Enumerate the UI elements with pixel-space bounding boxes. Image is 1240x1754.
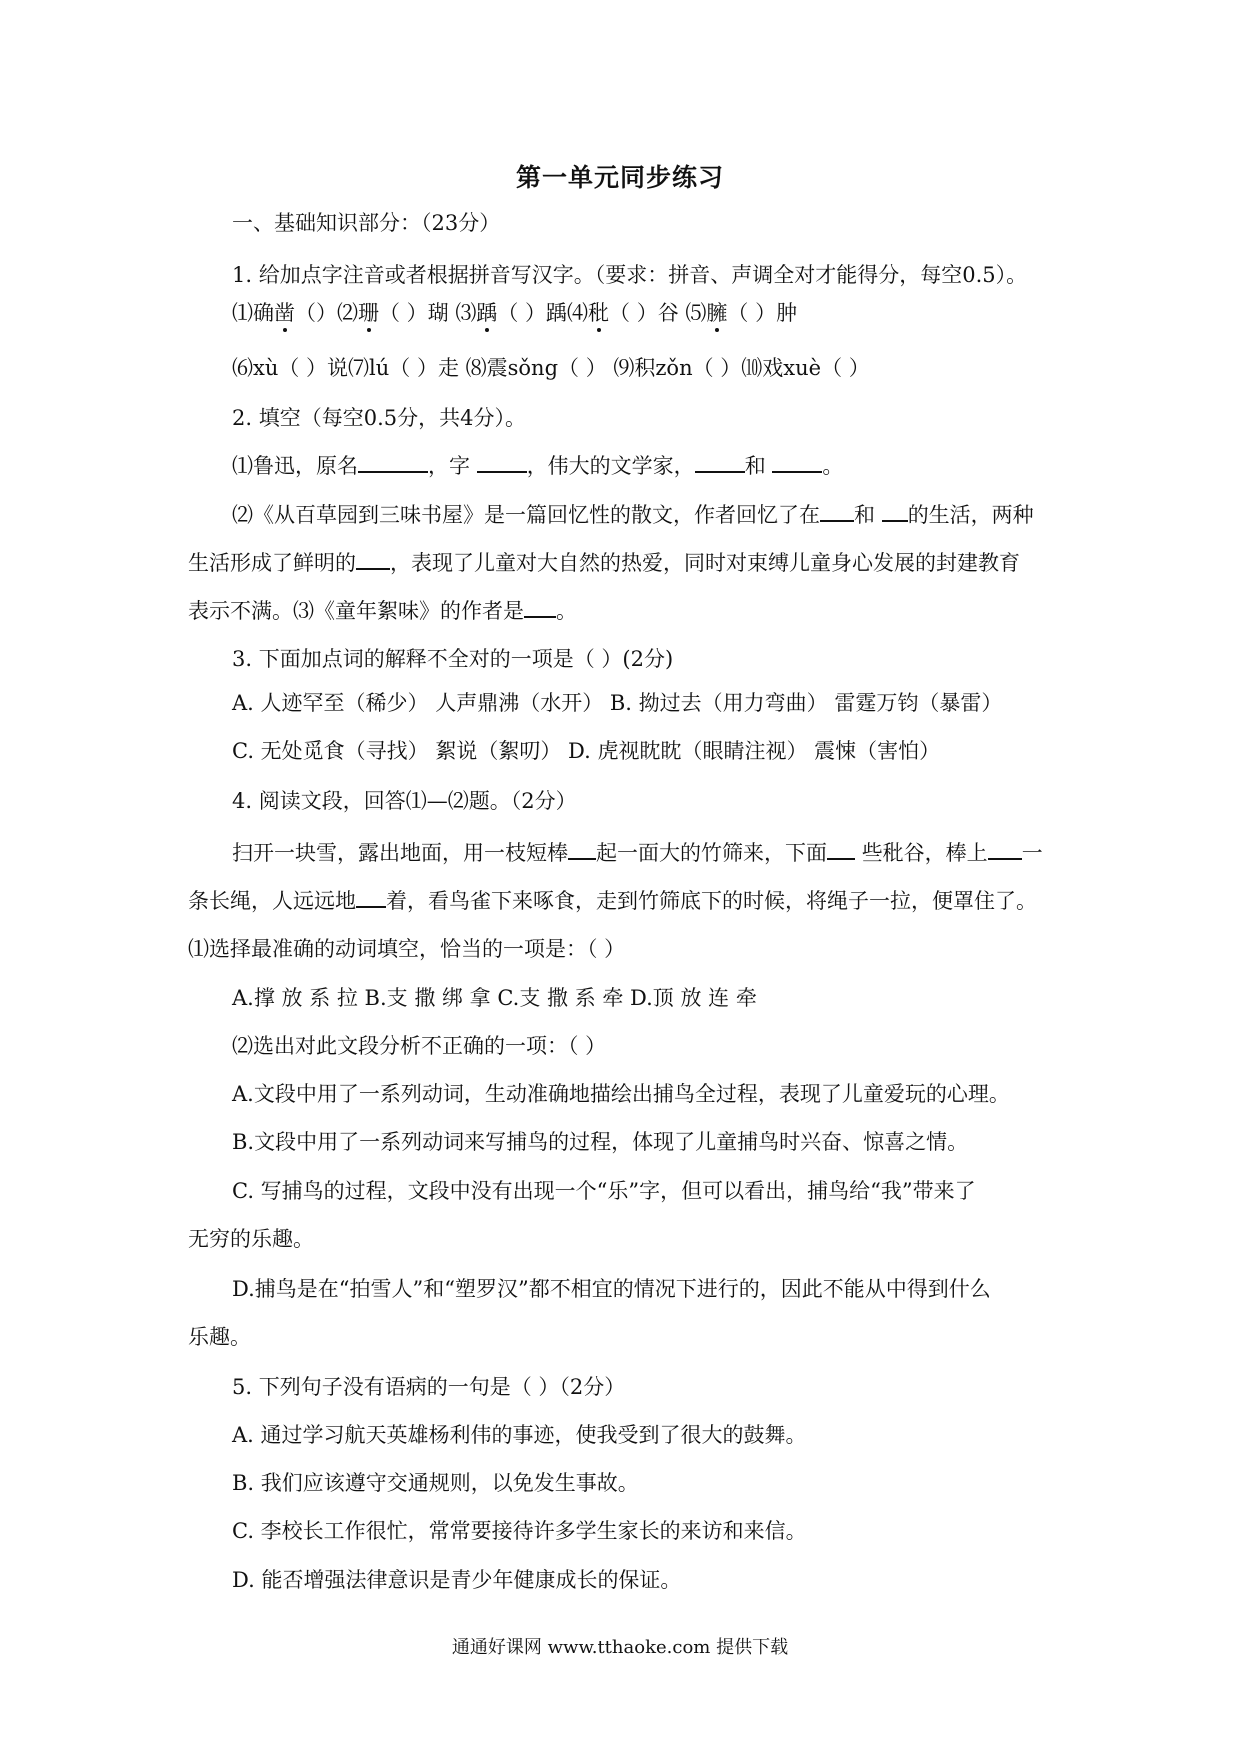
- question-3-options-cd: C. 无处觅食（寻找） 絮说（絮叨） D. 虎视眈眈（眼睛注视） 震悚（害怕）: [232, 739, 941, 763]
- page-title: 第一单元同步练习: [515, 163, 724, 192]
- option-a: A.文段中用了一系列动词，生动准确地描绘出捕鸟全过程，表现了儿童爱玩的心理。: [232, 1082, 1010, 1106]
- blank: [827, 840, 855, 860]
- option-d-line-2: 乐趣。: [188, 1325, 251, 1349]
- blank: [568, 840, 596, 860]
- blank: [820, 502, 854, 522]
- option-d-line-1: D.捕鸟是在“拍雪人”和“塑罗汉”都不相宜的情况下进行的，因此不能从中得到什么: [232, 1277, 991, 1301]
- blank: [358, 453, 428, 473]
- question-1-row-1: ⑴确凿（）⑵珊（ ）瑚 ⑶踽（ ）踽⑷秕（ ）谷 ⑸臃（ ）肿: [232, 301, 798, 325]
- question-4-sub-2: ⑵选出对此文段分析不正确的一项：（ ）: [232, 1034, 607, 1058]
- blank: [524, 598, 556, 618]
- footer-credit: 通通好课网 www.tthaoke.com 提供下载: [451, 1637, 789, 1658]
- blank: [988, 840, 1022, 860]
- question-2-stem: 2. 填空（每空0.5分，共4分）。: [232, 406, 526, 430]
- passage-line-1: 扫开一块雪，露出地面，用一枝短棒 起一面大的竹筛来，下面 些秕谷，棒上 一: [232, 841, 1043, 865]
- passage-line-2: 条长绳，人远远地 着，看鸟雀下来啄食，走到竹筛底下的时候，将绳子一拉，便罩住了。: [188, 889, 1037, 913]
- option-c-line-1: C. 写捕鸟的过程，文段中没有出现一个“乐”字，但可以看出，捕鸟给“我”带来了: [232, 1179, 976, 1203]
- question-2-line-2: ⑵《从百草园到三味书屋》是一篇回忆性的散文，作者回忆了在 和 的生活，两种: [232, 503, 1034, 527]
- question-5-option-c: C. 李校长工作很忙，常常要接待许多学生家长的来访和来信。: [232, 1519, 807, 1543]
- question-5-option-d: D. 能否增强法律意识是青少年健康成长的保证。: [232, 1568, 682, 1592]
- blank: [882, 502, 908, 522]
- question-5-option-a: A. 通过学习航天英雄杨利伟的事迹，使我受到了很大的鼓舞。: [232, 1423, 807, 1447]
- question-4-sub-1: ⑴选择最准确的动词填空，恰当的一项是：（ ）: [188, 937, 626, 961]
- question-1-row-2: ⑹xù（ ）说⑺lú（ ）走 ⑻震sǒng（ ） ⑼积zǒn（ ）⑽戏xuè（ ）: [232, 356, 870, 380]
- question-2-line-1: ⑴鲁迅，原名 ，字 ，伟大的文学家， 和 。: [232, 454, 844, 478]
- question-5-option-b: B. 我们应该遵守交通规则，以免发生事故。: [232, 1471, 639, 1495]
- question-4-stem: 4. 阅读文段，回答⑴—⑵题。（2分）: [232, 789, 577, 813]
- question-1-stem: 1. 给加点字注音或者根据拼音写汉字。（要求：拼音、声调全对才能得分，每空0.5）。: [232, 263, 1028, 287]
- section-heading: 一、基础知识部分：（23分）: [232, 211, 501, 235]
- question-5-stem: 5. 下列句子没有语病的一句是（ ）（2分）: [232, 1375, 626, 1399]
- question-3-stem: 3. 下面加点词的解释不全对的一项是（ ）(2分): [232, 647, 674, 671]
- option-b: B.文段中用了一系列动词来写捕鸟的过程，体现了儿童捕鸟时兴奋、惊喜之情。: [232, 1130, 969, 1154]
- question-3-options-ab: A. 人迹罕至（稀少） 人声鼎沸（水开） B. 拗过去（用力弯曲） 雷霆万钧（暴雷）: [232, 691, 1003, 715]
- blank: [772, 453, 822, 473]
- option-c-line-2: 无穷的乐趣。: [188, 1227, 314, 1251]
- blank: [356, 888, 386, 908]
- question-4-sub-1-options: A.撑 放 系 拉 B.支 撒 绑 拿 C.支 撒 系 牵 D.顶 放 连 牵: [232, 986, 757, 1010]
- question-2-line-4: 表示不满。⑶《童年絮味》的作者是 。: [188, 599, 577, 623]
- blank: [695, 453, 745, 473]
- question-2-line-3: 生活形成了鲜明的 ，表现了儿童对大自然的热爱，同时对束缚儿童身心发展的封建教育: [188, 551, 1020, 575]
- blank: [356, 550, 390, 570]
- blank: [477, 453, 527, 473]
